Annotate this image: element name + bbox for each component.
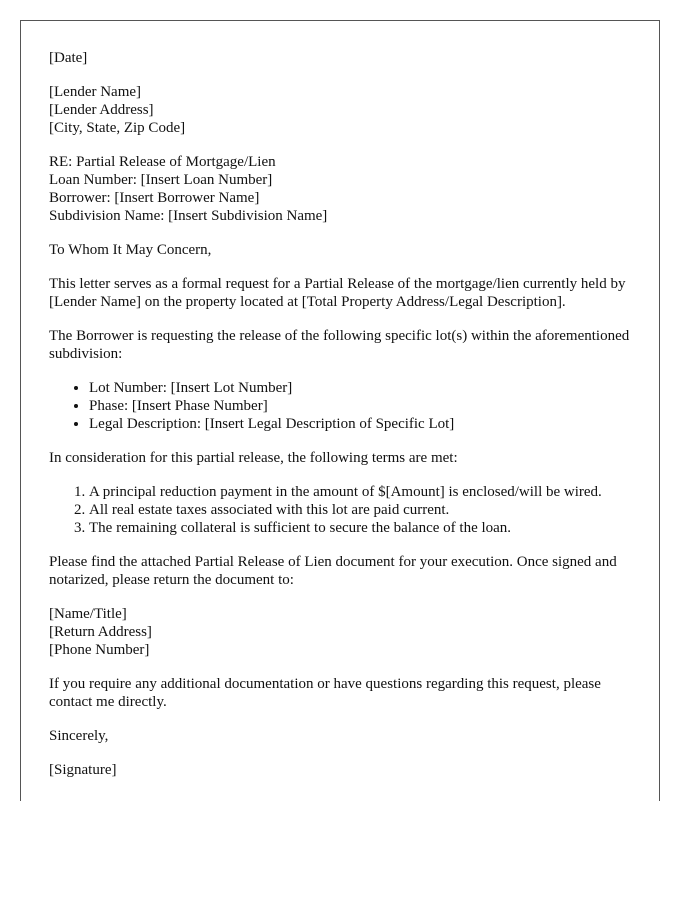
signature-placeholder: [Signature] bbox=[49, 762, 117, 778]
return-address-block bbox=[49, 605, 631, 659]
return-phone: [Phone Number] bbox=[49, 642, 150, 658]
closing-note: If you require any additional documentation or have questions regarding this request, please contact me directly. bbox=[49, 676, 601, 710]
re-subdivision: Subdivision Name: [Insert Subdivision Name] bbox=[49, 208, 328, 224]
lender-address: [Lender Address] bbox=[49, 102, 154, 118]
closing: Sincerely, bbox=[49, 728, 109, 744]
letter-date: [Date] bbox=[49, 50, 88, 66]
lender-city-state-zip: [City, State, Zip Code] bbox=[49, 120, 186, 136]
terms-list bbox=[49, 483, 631, 537]
intro-paragraph: This letter serves as a formal request for a Partial Release of the mortgage/lien currently held by [Lender Name] on the property located at [Total Property Address/Legal Description]. bbox=[49, 276, 626, 310]
return-name-title: [Name/Title] bbox=[49, 606, 127, 622]
return-address: [Return Address] bbox=[49, 624, 152, 640]
list-item: 3. The remaining collateral is sufficient to secure the balance of the loan. bbox=[89, 519, 631, 537]
lender-address-block bbox=[49, 83, 631, 137]
list-item: • Legal Description: [Insert Legal Description of Specific Lot] bbox=[89, 415, 631, 433]
re-block bbox=[49, 153, 631, 225]
re-loan-number: Loan Number: [Insert Loan Number] bbox=[49, 172, 273, 188]
lot-list bbox=[49, 379, 631, 433]
letter-page bbox=[20, 20, 660, 801]
lender-name: [Lender Name] bbox=[49, 84, 142, 100]
list-item: 1. A principal reduction payment in the amount of $[Amount] is enclosed/will be wired. bbox=[89, 483, 631, 501]
letter-body bbox=[21, 21, 659, 779]
list-item: • Lot Number: [Insert Lot Number] bbox=[89, 379, 631, 397]
re-borrower: Borrower: [Insert Borrower Name] bbox=[49, 190, 260, 206]
attachment-paragraph: Please find the attached Partial Release of Lien document for your execution. Once signed and notarized, please return the document to: bbox=[49, 554, 617, 588]
re-subject: RE: Partial Release of Mortgage/Lien bbox=[49, 154, 276, 170]
request-paragraph: The Borrower is requesting the release of the following specific lot(s) within the aforementioned subdivision: bbox=[49, 328, 630, 362]
list-item: 2. All real estate taxes associated with this lot are paid current. bbox=[89, 501, 631, 519]
list-item: • Phase: [Insert Phase Number] bbox=[89, 397, 631, 415]
terms-intro: In consideration for this partial release, the following terms are met: bbox=[49, 450, 458, 466]
salutation: To Whom It May Concern, bbox=[49, 242, 212, 258]
